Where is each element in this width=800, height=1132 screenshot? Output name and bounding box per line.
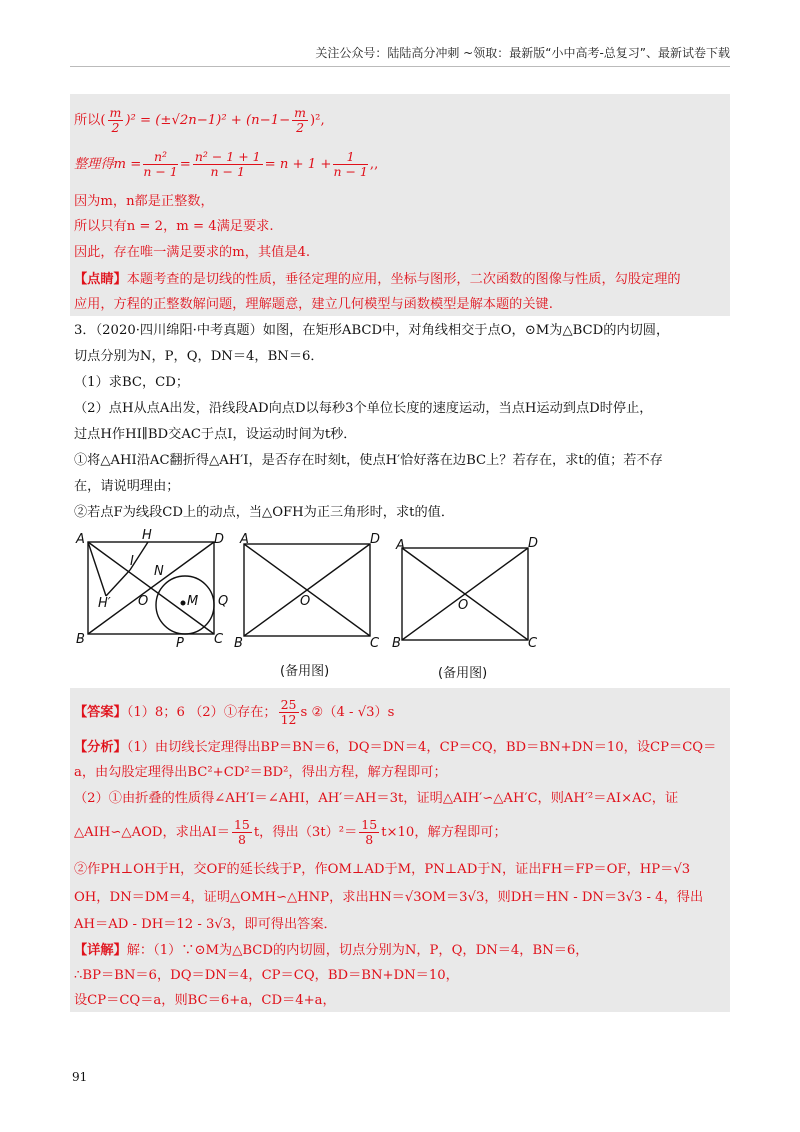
spare2-label-a: A [396,538,405,553]
geometry-figures [72,528,552,687]
label-m: M [187,594,199,609]
solution-block-bottom [70,688,730,1012]
label-d: D [214,532,225,547]
label-a: A [76,532,85,547]
equation-line-2: 整理得m = $\frac{\text{n²}}{n - 1}$ = $\frac{\text{n² − 1 + 1}}{n - 1}$ = n + 1 + $\frac{1}{n - 1}$ ,, [74,149,379,179]
segment-ah-prime [88,542,106,596]
answer-line: 【答案】（1）8；6 （2）①存在； $\frac{25}{12}$ s ②（4 - √3）s [74,697,395,727]
spare2-label-d: D [528,536,539,551]
spare-caption-1: (备用图) [280,664,330,679]
analysis-line-4: △AIH∽△AOD，求出AI＝ $\frac{15}{8}$ t，得出（3t）²＝ $\frac{15}{8}$ t×10，解方程即可； [74,817,507,847]
spare1-label-a: A [240,532,249,547]
label-h-prime: H′ [98,596,111,611]
question-line-6: ①将△AHI沿AC翻折得△AH′I，是否存在时刻t，使点H′恰好落在边BC上？若存在，求t的值；若不存 [74,453,663,468]
question-line-3: （1）求BC，CD； [74,375,190,390]
analysis-line-6: OH，DN＝DM＝4，证明△OMH∽△HNP，求出HN＝√3OM＝3√3，则DH＝HN - DN＝3√3 - 4，得出 [74,890,704,905]
question-line-4: （2）点H从点A出发，沿线段AD向点D以每秒3个单位长度的速度运动，当点H运动到点D时停止， [74,401,653,416]
label-i: I [130,554,134,569]
spare2-label-c: C [528,636,538,651]
label-c: C [214,632,224,647]
question-line-1: 3．（2020·四川绵阳·中考真题）如图，在矩形ABCD中，对角线相交于点O，⊙M为△BCD的内切圆， [74,323,670,338]
label-p: P [176,636,184,651]
question-line-8: ②若点F为线段CD上的动点，当△OFH为正三角形时，求t的值． [74,505,455,520]
spare1-label-o: O [300,594,311,609]
analysis-line-2: a，由勾股定理得出BC²+CD²＝BD²，得出方程，解方程即可； [74,765,447,780]
detail-line-2: ∴BP＝BN＝6，DQ＝DN＝4，CP＝CQ，BD＝BN+DN＝10， [74,968,459,983]
figure-3 [402,548,528,640]
label-h: H [142,528,152,543]
page-header: 关注公众号：陆陆高分冲刺 ~领取：最新版“小中高考-总复习”、最新试卷下载 [315,46,730,60]
spare1-label-b: B [234,636,243,651]
question-line-2: 切点分别为N，P，Q，DN＝4，BN＝6． [74,349,324,364]
analysis-line-1: 【分析】（1）由切线长定理得出BP＝BN＝6，DQ＝DN＝4，CP＝CQ，BD＝BN+DN＝10，设CP＝CQ＝ [74,740,717,755]
question-line-5: 过点H作HI∥BD交AC于点I，设运动时间为t秒． [74,427,357,442]
incircle-m [156,576,214,634]
figure-2 [244,544,370,636]
spare2-label-b: B [392,636,401,651]
equation-line-1: 所以( $\frac{m}{2}$ )² = (±√2n−1)² + (n−1− $\frac{m}{2}$ )², [74,105,325,135]
detail-line-1: 【详解】解：（1）∵⊙M为△BCD的内切圆，切点分别为N，P，Q，DN＝4，BN＝6， [74,943,589,958]
text-line-4: 所以只有n = 2，m = 4满足要求. [74,219,274,234]
spare1-label-c: C [370,636,380,651]
text-line-5: 因此，存在唯一满足要求的m，其值是4. [74,245,311,260]
text-line-3: 因为m，n都是正整数， [74,194,214,209]
figure-1 [88,542,214,634]
analysis-line-7: AH＝AD - DH＝12 - 3√3，即可得出答案． [74,917,337,932]
spare-caption-2: (备用图) [438,666,488,681]
detail-line-3: 设CP＝CQ＝a，则BC＝6+a，CD＝4+a， [74,993,336,1008]
analysis-line-5: ②作PH⊥OH于H，交OF的延长线于P，作OM⊥AD于M，PN⊥AD于N，证出FH＝FP＝OF，HP＝√3 [74,862,691,877]
label-n: N [154,564,164,579]
label-b: B [76,632,85,647]
page-number: 91 [72,1070,88,1084]
center-m [181,601,185,605]
key-point-line-1: 【点睛】本题考查的是切线的性质，垂径定理的应用，坐标与图形，二次函数的图像与性质，勾股定理的 [74,272,681,287]
label-o: O [138,594,149,609]
key-point-line-2: 应用，方程的正整数解问题，理解题意，建立几何模型与函数模型是解本题的关键. [74,297,553,312]
segment-h-prime-i [106,570,130,596]
label-q: Q [218,594,229,609]
header-rule [70,66,730,67]
spare1-label-d: D [370,532,381,547]
analysis-line-3: （2）①由折叠的性质得∠AH′I＝∠AHI，AH′＝AH＝3t，证明△AIH′∽△AH′C，则AH′²＝AI×AC，证 [74,791,679,806]
spare2-label-o: O [458,598,469,613]
question-line-7: 在，请说明理由； [74,479,180,494]
